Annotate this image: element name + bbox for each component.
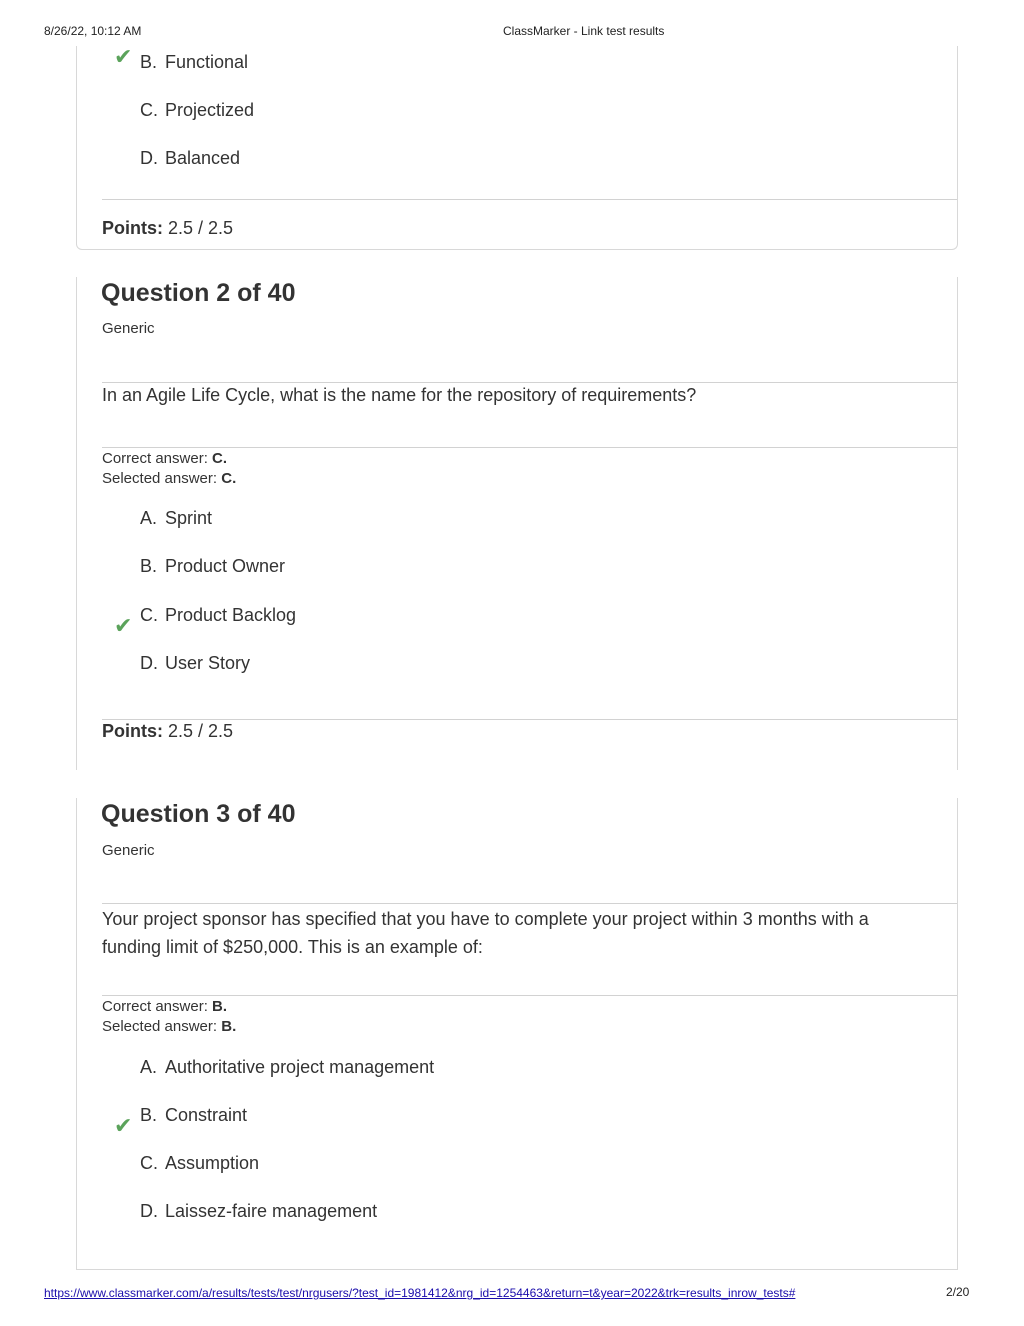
answer-option: B. Product Owner xyxy=(140,556,286,576)
page-url-link[interactable]: https://www.classmarker.com/a/results/tests/test/nrgusers/?test_id=1981412&nrg_id=1254463&return=t&year=2022&trk=results_inrow_tests# xyxy=(44,1286,796,1300)
question-title: Question 3 of 40 xyxy=(101,800,296,828)
divider xyxy=(102,447,957,448)
question-2-card xyxy=(76,277,958,770)
answer-option: A. Sprint xyxy=(140,508,213,528)
print-date: 8/26/22, 10:12 AM xyxy=(44,24,142,38)
answer-option: D. Laissez-faire management xyxy=(140,1201,378,1221)
correct-answer: Correct answer: B. xyxy=(102,998,228,1015)
answer-option: D. User Story xyxy=(140,653,251,673)
question-3-card xyxy=(76,798,958,1270)
selected-answer: Selected answer: C. xyxy=(102,470,237,487)
correct-answer: Correct answer: C. xyxy=(102,450,228,467)
answer-option: B. Functional xyxy=(140,52,249,72)
checkmark-icon: ✔ xyxy=(114,45,133,70)
checkmark-icon: ✔ xyxy=(114,1114,133,1139)
question-title: Question 2 of 40 xyxy=(101,279,296,307)
answer-option: C. Assumption xyxy=(140,1153,260,1173)
answer-option: C. Projectized xyxy=(140,100,255,120)
points: Points: 2.5 / 2.5 xyxy=(102,218,234,238)
question-1-card xyxy=(76,46,958,250)
answer-option: B. Constraint xyxy=(140,1105,248,1125)
page-number: 2/20 xyxy=(946,1285,970,1299)
selected-answer: Selected answer: B. xyxy=(102,1018,237,1035)
question-text: Your project sponsor has specified that you have to complete your project within 3 months with a funding limit of $250,000. This is an example of: xyxy=(102,909,869,957)
divider xyxy=(102,903,957,904)
question-category: Generic xyxy=(102,842,155,859)
print-header xyxy=(0,24,1024,40)
question-text: In an Agile Life Cycle, what is the name for the repository of requirements? xyxy=(102,385,697,405)
answer-option: A. Authoritative project management xyxy=(140,1057,435,1077)
divider xyxy=(102,199,957,200)
print-footer xyxy=(44,1285,984,1301)
divider xyxy=(102,719,957,720)
checkmark-icon: ✔ xyxy=(114,614,133,639)
print-title: ClassMarker - Link test results xyxy=(503,24,665,38)
divider xyxy=(102,995,957,996)
question-category: Generic xyxy=(102,320,155,337)
answer-option: D. Balanced xyxy=(140,148,241,168)
points: Points: 2.5 / 2.5 xyxy=(102,721,234,741)
answer-option: C. Product Backlog xyxy=(140,605,297,625)
